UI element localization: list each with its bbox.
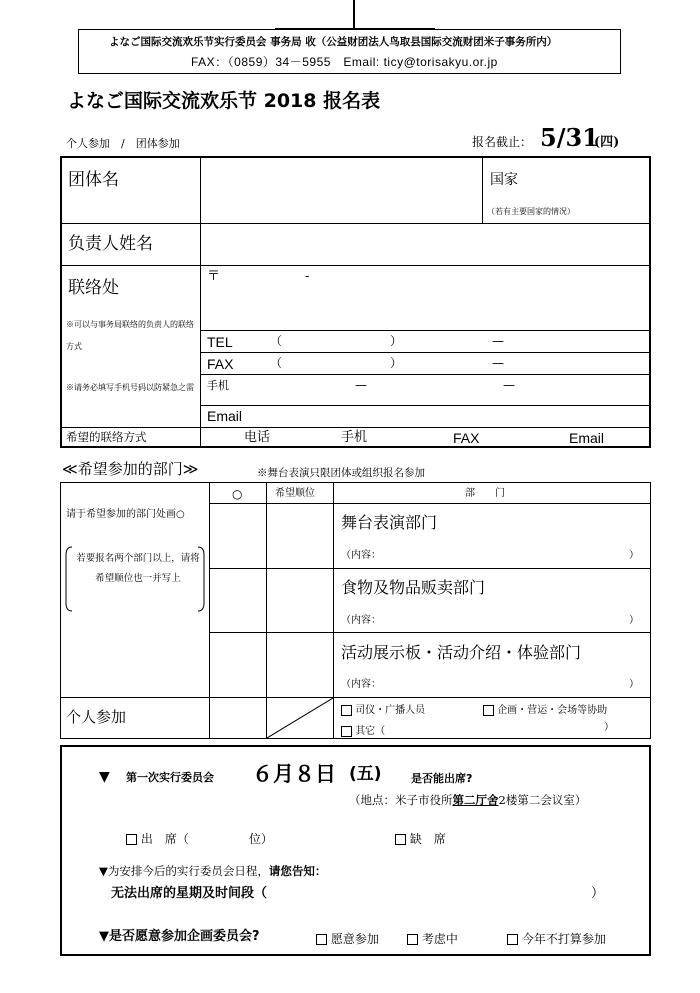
departments-note: ※舞台表演只限团体或组织报名参加 <box>257 467 425 479</box>
checkbox[interactable] <box>341 726 352 737</box>
method-email[interactable]: Email <box>569 430 605 446</box>
checkbox[interactable] <box>395 834 406 845</box>
individual-mark-cell[interactable] <box>211 699 265 737</box>
other-close: ） <box>604 722 614 733</box>
recipient-box <box>78 29 621 74</box>
dept3-close: ） <box>629 679 639 690</box>
individual-label: 个人参加 <box>66 708 127 726</box>
meeting-prefix: 第一次实行委员会 <box>126 771 214 784</box>
dept2-priority-cell[interactable] <box>268 570 332 631</box>
col-priority: 希望顺位 <box>275 488 315 499</box>
checkbox[interactable] <box>483 705 494 716</box>
participation-types: 个人参加 / 团体参加 <box>66 137 180 150</box>
dept1-close: ） <box>629 550 639 561</box>
contact-note1: ※可以与事务局联络的负责人的联络方式 <box>66 320 194 351</box>
method-mobile[interactable]: 手机 <box>341 430 368 445</box>
mobile-field[interactable] <box>240 376 645 404</box>
email-field[interactable] <box>260 407 645 426</box>
postal-mark: 〒 <box>207 269 221 284</box>
checkbox[interactable] <box>407 934 418 945</box>
group-name-label: 团体名 <box>68 170 119 190</box>
departments-heading: ≪希望参加的部门≫ <box>62 460 199 478</box>
mobile-label: 手机 <box>207 379 229 392</box>
meeting-date: ６月８日 <box>252 762 336 786</box>
checkbox[interactable] <box>341 705 352 716</box>
checkbox[interactable] <box>507 934 518 945</box>
dept2-close: ） <box>629 615 639 626</box>
dept1-mark-cell[interactable] <box>211 505 265 567</box>
country-label: 国家 <box>490 172 518 188</box>
deadline-date: 5/31 <box>540 123 599 152</box>
fax-dash: — <box>492 356 504 370</box>
address-field[interactable] <box>225 267 645 327</box>
group-name-field[interactable] <box>202 158 481 222</box>
planning-opt2[interactable]: 考虑中 <box>407 930 458 947</box>
fax-paren-open: （ <box>270 356 283 370</box>
col-dept: 部 门 <box>465 488 505 499</box>
country-note: （若有主要国家的情况） <box>487 207 575 216</box>
postal-dash: - <box>305 269 310 283</box>
email-label: Email <box>207 408 243 424</box>
instruction: 请于希望参加的部门处画○ <box>66 509 185 520</box>
dept3-priority-cell[interactable] <box>268 634 332 696</box>
meeting-mark: ▼ <box>99 769 110 785</box>
dept3-mark-cell[interactable] <box>211 634 265 696</box>
unavailable-close: ） <box>591 886 605 901</box>
meeting-weekday: (五) <box>349 764 382 784</box>
deadline-weekday: (四) <box>594 135 620 150</box>
fax-paren-close: ） <box>390 356 403 370</box>
tel-paren-open: （ <box>270 334 283 348</box>
checkbox[interactable] <box>126 834 137 845</box>
planning-question: ▼是否愿意参加企画委员会? <box>99 929 260 944</box>
dept2-mark-cell[interactable] <box>211 570 265 631</box>
dept1-priority-cell[interactable] <box>268 505 332 567</box>
method-phone[interactable]: 电话 <box>244 430 271 445</box>
mobile-dash2: — <box>503 378 515 392</box>
tel-field[interactable] <box>285 332 645 351</box>
dept1-name: 舞台表演部门 <box>341 513 438 532</box>
instruction-note: 若要报名两个部门以上，请将希望顺位也一并写上 <box>76 553 200 584</box>
schedule-note: ▼为安排今后的实行委员会日程，请您告知： <box>99 864 327 878</box>
diagonal-slash <box>267 698 333 738</box>
attend-option[interactable]: 出 席（ 位） <box>126 830 273 847</box>
col-mark: ○ <box>232 487 243 501</box>
tel-label: TEL <box>207 334 233 350</box>
planning-opt3[interactable]: 今年不打算参加 <box>507 930 606 947</box>
method-fax[interactable]: FAX <box>453 430 480 446</box>
tel-paren-close: ） <box>390 334 403 348</box>
absent-option[interactable]: 缺 席 <box>395 830 446 847</box>
fax-field[interactable] <box>285 354 645 373</box>
fax-line: FAX：（0859）34－5955 Email: ticy@torisakyu.or.jp <box>191 55 498 69</box>
individual-opt1[interactable]: 司仪・广播人员 <box>341 701 425 716</box>
leader-name-field[interactable] <box>202 224 649 264</box>
deadline-label: 报名截止： <box>472 135 533 149</box>
unavailable-field[interactable] <box>310 884 590 902</box>
dept1-content: （内容： <box>341 550 381 561</box>
tel-dash: — <box>492 334 504 348</box>
planning-opt1[interactable]: 愿意参加 <box>316 930 379 947</box>
fax-label: FAX <box>207 356 234 372</box>
contact-note2: ※请务必填写手机号码以防紧急之需 <box>66 383 194 392</box>
unavailable-label: 无法出席的星期及时间段（ <box>111 886 268 901</box>
mobile-dash1: — <box>355 378 367 392</box>
preferred-contact-label: 希望的联络方式 <box>66 430 147 444</box>
page-title: よなご国际交流欢乐节 2018 报名表 <box>67 90 381 112</box>
individual-opt2[interactable]: 企画・营运・会场等协助 <box>483 701 607 716</box>
individual-other[interactable]: 其它（ <box>341 722 385 737</box>
top-connector <box>353 0 355 28</box>
leader-name-label: 负责人姓名 <box>68 234 153 254</box>
dept3-name: 活动展示板・活动介绍・体验部门 <box>341 643 582 662</box>
checkbox[interactable] <box>316 934 327 945</box>
dept2-name: 食物及物品贩卖部门 <box>341 578 486 597</box>
recipient: よなご国际交流欢乐节实行委员会 事务局 收（公益财团法人鸟取县国际交流财团米子事务所内） <box>109 36 558 48</box>
contact-label: 联络处 <box>68 278 119 298</box>
dept3-content: （内容： <box>341 679 381 690</box>
dept2-content: （内容： <box>341 615 381 626</box>
meeting-question: 是否能出席? <box>411 772 473 785</box>
meeting-location: （地点：米子市役所第二厅舍2楼第二会议室） <box>349 793 587 807</box>
